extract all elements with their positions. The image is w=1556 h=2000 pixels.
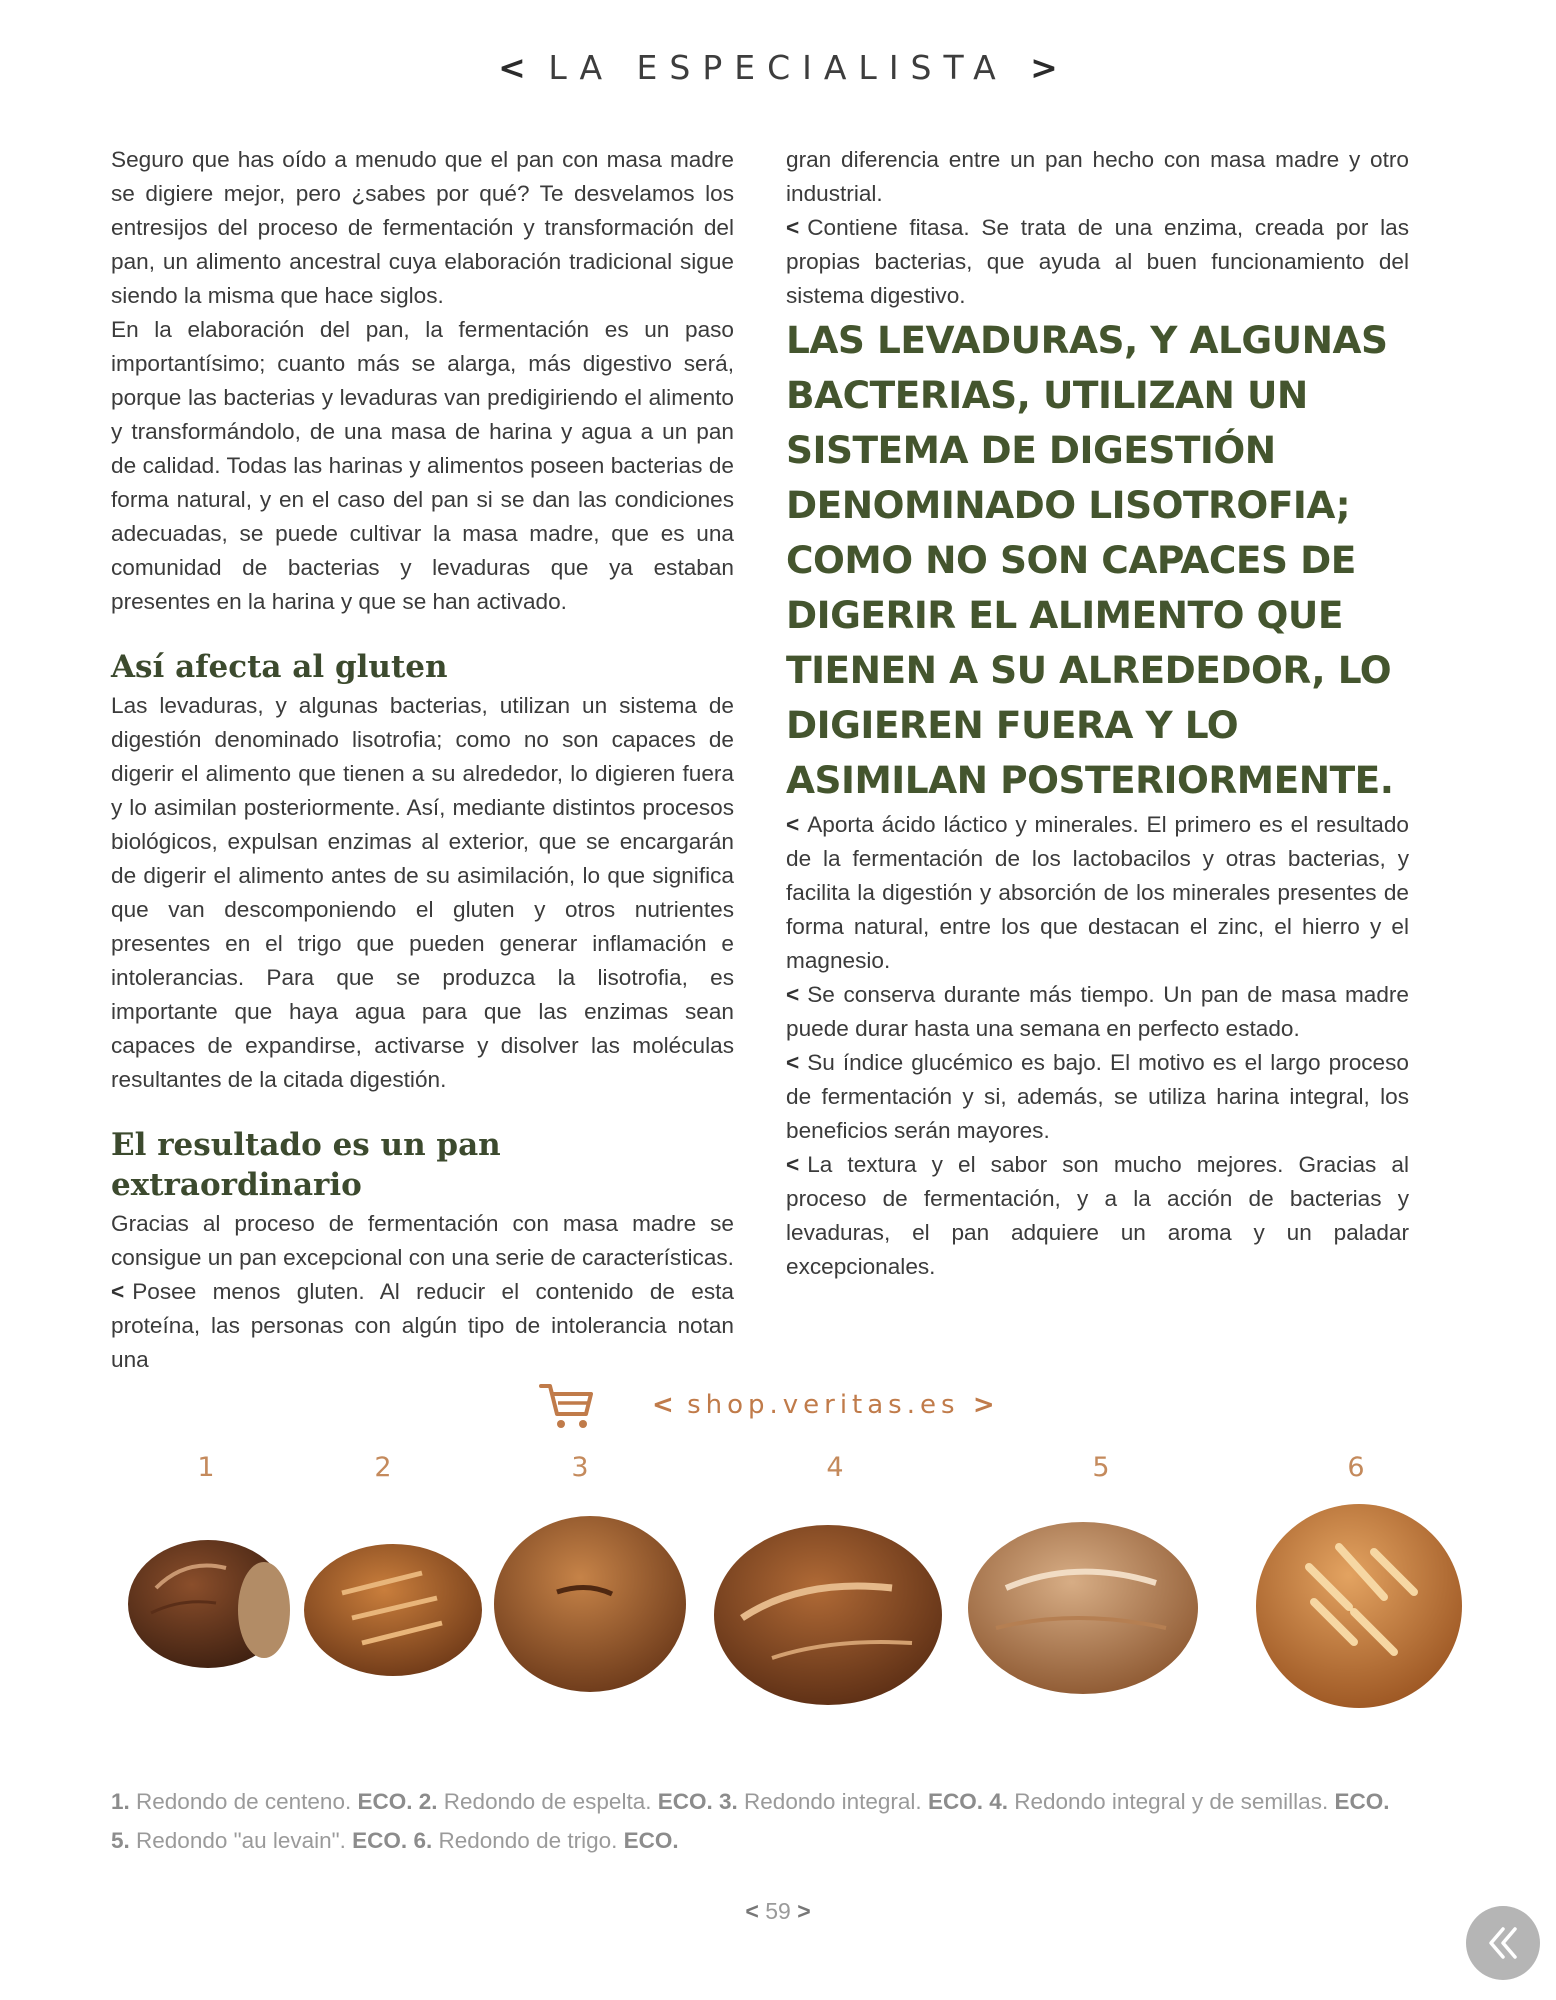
intro-paragraph-1: Seguro que has oído a menudo que el pan con masa madre se digiere mejor, pero ¿sabes por qué? Te desvelamos los entresijos del proceso de fermentación y transformación del pan, un alimento ancestral cuya elaboración tradicional sigue siendo la misma que hace siglos. — [111, 147, 734, 308]
bread-image-wholegrain — [492, 1512, 688, 1694]
product-number: 1 — [197, 1452, 215, 1483]
heading-gluten: Así afecta al gluten — [111, 649, 448, 685]
bullet-marker: < — [786, 215, 800, 240]
result-paragraph: Gracias al proceso de fermentación con masa madre se consigue un pan excepcional con una serie de características. — [111, 1211, 734, 1270]
bullet-item: < Su índice glucémico es bajo. El motivo es el largo proceso de fermentación y si, además, se utiliza harina integral, los beneficios serán mayores. — [786, 1050, 1409, 1143]
header-right-chevron: > — [1030, 48, 1058, 87]
bullet-marker: < — [111, 1279, 125, 1304]
bread-image-seeds — [712, 1518, 944, 1708]
product-number: 4 — [826, 1452, 844, 1483]
bullet-item: < Se conserva durante más tiempo. Un pan de masa madre puede durar hasta una semana en perfecto estado. — [786, 982, 1409, 1041]
bread-image-rye — [126, 1528, 296, 1673]
header-left-chevron: < — [498, 48, 526, 87]
shop-link[interactable]: < shop.veritas.es > — [652, 1390, 995, 1420]
bullet-marker: < — [786, 812, 800, 837]
section-header — [0, 48, 1556, 87]
shop-url: shop.veritas.es — [687, 1390, 960, 1420]
pull-quote: LAS LEVADURAS, Y ALGUNAS BACTERIAS, UTILIZAN UN SISTEMA DE DIGESTIÓN DENOMINADO LISOTROFIA; COMO NO SON CAPACES DE DIGERIR EL ALIMENTO QUE TIENEN A SU ALREDEDOR, LO DIGIEREN FUERA Y LO ASIMILAN POSTERIORMENTE. — [786, 318, 1394, 802]
bullet-item: < Posee menos gluten. Al reducir el contenido de esta proteína, las personas con algún tipo de intolerancia notan una — [111, 1279, 734, 1372]
bullet-marker: < — [786, 1050, 800, 1075]
bullet-item: < Aporta ácido láctico y minerales. El primero es el resultado de la fermentación de los lactobacilos y otras bacterias, y facilita la digestión y absorción de los minerales presentes de forma natural, entre los que destacan el zinc, el hierro y el magnesio. — [786, 812, 1409, 973]
bread-image-wheat — [1254, 1502, 1464, 1710]
shopping-cart-icon[interactable] — [538, 1380, 594, 1437]
bullet-marker: < — [786, 982, 800, 1007]
double-chevron-left-icon — [1483, 1923, 1523, 1963]
product-number: 5 — [1092, 1452, 1110, 1483]
continued-paragraph: gran diferencia entre un pan hecho con masa madre y otro industrial. — [786, 147, 1409, 206]
bread-image-spelt — [302, 1538, 484, 1678]
gluten-paragraph: Las levaduras, y algunas bacterias, utilizan un sistema de digestión denominado lisotrofia; como no son capaces de digerir el alimento que tienen a su alrededor, lo digieren fuera y lo asimilan posteriormente. Así, mediante distintos procesos biológicos, expulsan enzimas al exterior, que se encargarán de digerir el alimento antes de su asimilación, lo que significa que van descomponiendo el gluten y otros nutrientes presentes en el trigo que pueden generar inflamación e intolerancias. Para que se produzca la lisotrofia, es importante que haya agua para que las enzimas sean capaces de expandirse, activarse y disolver las moléculas resultantes de la citada digestión. — [111, 693, 734, 1092]
right-column — [786, 143, 1409, 1284]
product-number: 6 — [1347, 1452, 1365, 1483]
shop-banner — [0, 1380, 1556, 1440]
product-number: 3 — [571, 1452, 589, 1483]
products-caption: 1. Redondo de centeno. ECO. 2. Redondo de espelta. ECO. 3. Redondo integral. ECO. 4. Redondo integral y de semillas. ECO. 5. Redondo "au levain". ECO. 6. Redondo de trigo. ECO. — [111, 1789, 1390, 1853]
bullet-item: < Contiene fitasa. Se trata de una enzima, creada por las propias bacterias, que ayuda al buen funcionamiento del sistema digestivo. — [786, 215, 1409, 308]
bread-image-au-levain — [966, 1518, 1200, 1696]
section-title: LA ESPECIALISTA — [548, 48, 1008, 87]
product-number: 2 — [374, 1452, 392, 1483]
back-button[interactable] — [1466, 1906, 1540, 1980]
left-column — [111, 143, 734, 1377]
heading-result: El resultado es un pan extraordinario — [111, 1127, 501, 1203]
bullet-item: < La textura y el sabor son mucho mejores. Gracias al proceso de fermentación, y a la acción de bacterias y levaduras, el pan adquiere un aroma y un paladar excepcionales. — [786, 1152, 1409, 1279]
intro-paragraph-2: En la elaboración del pan, la fermentación es un paso importantísimo; cuanto más se alarga, más digestivo será, porque las bacterias y levaduras van predigiriendo el alimento y transformándolo, de una masa de harina y agua a un pan de calidad. Todas las harinas y alimentos poseen bacterias de forma natural, y en el caso del pan si se dan las condiciones adecuadas, se puede cultivar la masa madre, que es una comunidad de bacterias y levaduras que ya estaban presentes en la harina y que se han activado. — [111, 317, 734, 614]
page-number: < 59 > — [745, 1898, 811, 1924]
bullet-marker: < — [786, 1152, 800, 1177]
